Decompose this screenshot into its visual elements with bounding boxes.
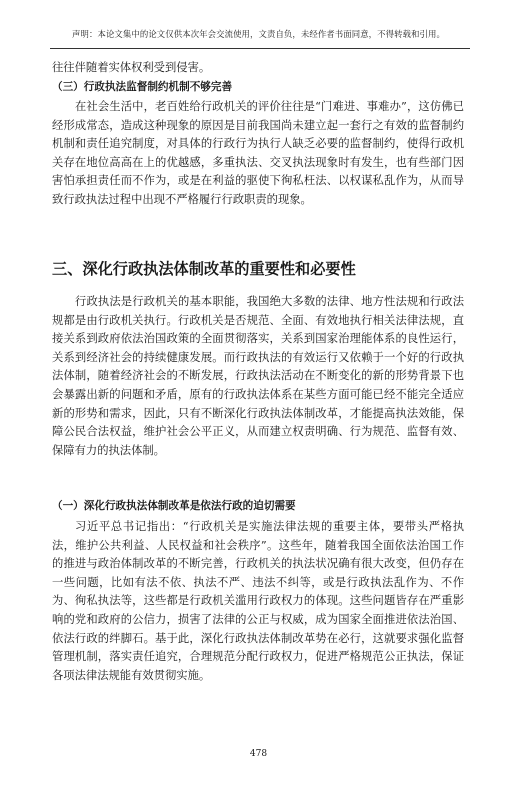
- paragraph-urgency: 习近平总书记指出：“行政机关是实施法律法规的重要主体，要带头严格执法，维护公共利益、人民权益和社会秩序”。这些年，随着我国全面依法治国工作的推进与政治体制改革的不断完善，行政机关的执法状况确有很大改变，但仍存在一些问题，比如有法不依、执法不严、违法不纠等，或是行政执法乱作为、不作为、徇私执法等，这些都是行政机关滥用行政权力的体现。这些问题皆存在严重影响的党和政府的公信力，损害了法律的公正与权威，成为国家全面推进依法治国、依法行政的绊脚石。基于此，深化行政执法体制改革势在必行，这就要求强化监督管理机制，落实责任追究，合理规范分配行政权力，促进严格规范公正执法，保证各项法律法规能有效贯彻实施。: [52, 520, 464, 682]
- paragraph-continuation: 往往伴随着实体权利受到侵害。: [52, 61, 211, 74]
- header-disclaimer: 声明：本论文集中的论文仅供本次年会交流使用，文责自负，未经作者书面同意，不得转载和引用。: [72, 29, 445, 39]
- header-divider: [50, 48, 470, 49]
- paragraph-importance: 行政执法是行政机关的基本职能，我国绝大多数的法律、地方性法规和行政法规都是由行政机关执行。行政机关是否规范、全面、有效地执行相关法律法规，直接关系到政府依法治国政策的全面贯彻落实，关系到国家治理能体系的良性运行，关系到经济社会的持续健康发展。而行政执法的有效运行又依赖于一个好的行政执法体制，随着经济社会的不断发展，行政执法活动在不断变化的新的形势背景下也会暴露出新的问题和矛盾，原有的行政执法体系在某些方面可能已经不能完全适应新的形势和需求，因此，只有不断深化行政执法体制改革，才能提高执法效能，保障公民合法权益，维护社会公平正义，从而建立权责明确、行为规范、监督有效、保障有力的执法体制。: [52, 295, 464, 457]
- subsection-heading-3: （三）行政执法监督制约机制不够完善: [52, 81, 233, 93]
- paragraph-oversight: 在社会生活中，老百姓给行政机关的评价往往是“门难进、事难办”，这仿佛已经形成常态，造成这种现象的原因是目前我国尚未建立起一套行之有效的监督制约机制和责任追究制度，对具体的行政行为执行人缺乏必要的监督制约，使得行政机关存在地位高高在上的优越感，多重执法、交叉执法现象时有发生，也有些部门因害怕承担责任而不作为，或是在利益的驱使下徇私枉法、以权谋私乱作为，从而导致行政执法过程中出现不严格履行行政职责的现象。: [52, 100, 464, 206]
- subsection-heading-1: （一）深化行政执法体制改革是依法行政的迫切需要: [52, 500, 296, 512]
- page-number: 478: [249, 749, 268, 759]
- section-heading-3: 三、深化行政执法体制改革的重要性和必要性: [52, 260, 356, 278]
